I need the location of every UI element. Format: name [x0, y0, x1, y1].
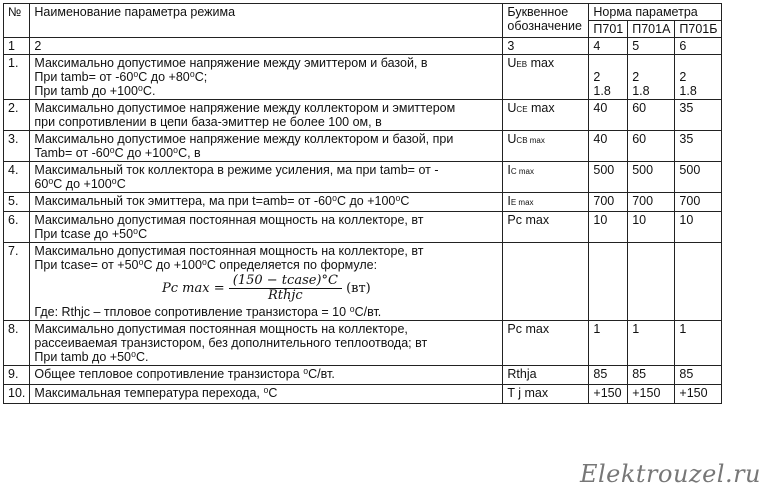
index-cell: 5 — [628, 38, 675, 55]
parameter-line: При tamb до +50⁰С. — [34, 350, 149, 364]
site-watermark: Elektrouzel.ru — [579, 460, 761, 488]
symbol-tail: max — [527, 101, 555, 115]
parameter-line: при сопротивлении в цепи база-эмиттер не более 100 ом, в — [34, 115, 382, 129]
row-value: 700 — [628, 193, 675, 212]
row-value: +150 — [628, 385, 675, 404]
row-parameter-name — [30, 321, 503, 366]
row-value: 10 — [589, 212, 628, 243]
row-parameter-name — [30, 162, 503, 193]
row-value: 700 — [675, 193, 722, 212]
row-symbol — [503, 385, 589, 404]
symbol-subscript: EB — [516, 60, 528, 69]
parameter-line: Максимально допустимое напряжение между коллектором и базой, при — [34, 132, 454, 146]
row-number: 10. — [4, 385, 30, 404]
row-number: 4. — [4, 162, 30, 193]
parameter-line: Общее тепловое сопротивление транзистора ⁰С/вт. — [34, 367, 335, 381]
symbol-main: U — [507, 132, 517, 146]
table-row — [4, 385, 722, 404]
symbol-main: U — [507, 101, 517, 115]
index-cell: 3 — [503, 38, 589, 55]
row-symbol — [503, 100, 589, 131]
row-value: 85 — [628, 366, 675, 385]
row-parameter-name — [30, 243, 503, 321]
symbol-tail: max — [527, 56, 555, 70]
row-value: 2 1.8 — [589, 55, 628, 100]
parameter-line: Максимальная температура перехода, ⁰С — [34, 386, 278, 400]
header-symbol — [503, 4, 589, 38]
header-type-p701: П701 — [589, 21, 628, 38]
row-value: 500 — [628, 162, 675, 193]
parameter-line: При tcase до +50⁰С — [34, 227, 148, 241]
index-cell: 6 — [675, 38, 722, 55]
row-value: 35 — [675, 131, 722, 162]
table-row — [4, 131, 722, 162]
row-value: 1 — [675, 321, 722, 366]
row-value: 40 — [589, 131, 628, 162]
symbol-main: U — [507, 56, 517, 70]
parameter-line: Максимальный ток коллектора в режиме усиления, ма при tamb= от - — [34, 163, 439, 177]
formula-unit: (вт) — [346, 281, 371, 296]
table-row — [4, 193, 722, 212]
formula-fraction — [229, 274, 342, 303]
header-norm: Норма параметра — [589, 4, 722, 21]
table-row — [4, 212, 722, 243]
parameter-line: Максимально допустимая постоянная мощность на коллекторе, вт — [34, 213, 424, 227]
table-row — [4, 55, 722, 100]
header-num: № — [4, 4, 30, 38]
row-parameter-name — [30, 385, 503, 404]
symbol-subscript: C max — [510, 167, 534, 176]
row-value — [589, 243, 628, 321]
index-cell: 4 — [589, 38, 628, 55]
header-symbol-line1: Буквенное — [507, 5, 569, 19]
parameter-line: Максимально допустимое напряжение между коллектором и эмиттером — [34, 101, 456, 115]
row-value: 35 — [675, 100, 722, 131]
row-symbol — [503, 55, 589, 100]
formula-denominator: Rthjc — [268, 288, 303, 303]
row-value — [675, 243, 722, 321]
row-parameter-name — [30, 193, 503, 212]
row-symbol — [503, 243, 589, 321]
table-row — [4, 243, 722, 321]
row-number: 6. — [4, 212, 30, 243]
symbol-main: Rthja — [507, 367, 537, 381]
symbol-subscript: CE — [516, 105, 528, 114]
row-number: 3. — [4, 131, 30, 162]
row-symbol — [503, 193, 589, 212]
parameter-line: При tcase= от +50⁰С до +100⁰С определяется по формуле: — [34, 258, 378, 272]
symbol-main: I — [507, 194, 511, 208]
parameter-table — [3, 3, 722, 404]
power-formula — [34, 274, 498, 303]
row-number: 2. — [4, 100, 30, 131]
row-number: 8. — [4, 321, 30, 366]
row-value: +150 — [589, 385, 628, 404]
row-symbol — [503, 131, 589, 162]
parameter-line: Tamb= от -60⁰С до +100⁰С, в — [34, 146, 201, 160]
row-value: 60 — [628, 100, 675, 131]
row-parameter-name — [30, 55, 503, 100]
header-type-p701b: П701Б — [675, 21, 722, 38]
row-parameter-name — [30, 100, 503, 131]
index-cell: 1 — [4, 38, 30, 55]
formula-lhs: Pc max = — [162, 281, 225, 296]
row-value: 2 1.8 — [628, 55, 675, 100]
row-value: +150 — [675, 385, 722, 404]
parameter-line: Максимально допустимая постоянная мощность на коллекторе, вт — [34, 244, 424, 258]
symbol-main: T j max — [507, 386, 549, 400]
row-symbol — [503, 321, 589, 366]
header-type-p701a: П701А — [628, 21, 675, 38]
row-symbol — [503, 212, 589, 243]
row-parameter-name — [30, 366, 503, 385]
row-value: 1 — [589, 321, 628, 366]
parameter-line: рассеиваемая транзистором, без дополнительного теплоотвода; вт — [34, 336, 428, 350]
parameter-line: Максимальный ток эмиттера, ма при t=amb= от -60⁰С до +100⁰С — [34, 194, 410, 208]
row-value: 85 — [589, 366, 628, 385]
row-number: 1. — [4, 55, 30, 100]
row-value: 500 — [589, 162, 628, 193]
formula-numerator: (150 − tcase)°C — [229, 274, 342, 289]
table-row — [4, 162, 722, 193]
row-value: 10 — [628, 212, 675, 243]
row-symbol — [503, 162, 589, 193]
header-name: Наименование параметра режима — [30, 4, 503, 38]
index-cell: 2 — [30, 38, 503, 55]
row-number: 7. — [4, 243, 30, 321]
row-parameter-name — [30, 131, 503, 162]
symbol-subscript: CB max — [516, 136, 545, 145]
table-row — [4, 100, 722, 131]
header-symbol-line2: обозначение — [507, 19, 582, 33]
table-row — [4, 321, 722, 366]
row-value: 1 — [628, 321, 675, 366]
row-value: 700 — [589, 193, 628, 212]
parameter-line: Максимально допустимая постоянная мощность на коллекторе, — [34, 322, 408, 336]
row-value: 2 1.8 — [675, 55, 722, 100]
row-value — [628, 243, 675, 321]
index-row — [4, 38, 722, 55]
header-row — [4, 4, 722, 21]
row-number: 9. — [4, 366, 30, 385]
row-value: 60 — [628, 131, 675, 162]
parameter-line: Максимально допустимое напряжение между эмиттером и базой, в — [34, 56, 428, 70]
symbol-subscript: E max — [510, 198, 534, 207]
parameter-line: При tamb до +100⁰С. — [34, 84, 156, 98]
symbol-main: Pc max — [507, 213, 550, 227]
row-number: 5. — [4, 193, 30, 212]
parameter-line: 60⁰С до +100⁰С — [34, 177, 126, 191]
row-symbol — [503, 366, 589, 385]
row-value: 85 — [675, 366, 722, 385]
table-row — [4, 366, 722, 385]
row-value: 10 — [675, 212, 722, 243]
symbol-main: I — [507, 163, 511, 177]
row-parameter-name — [30, 212, 503, 243]
symbol-main: Pc max — [507, 322, 550, 336]
row-value: 40 — [589, 100, 628, 131]
row-value: 500 — [675, 162, 722, 193]
parameter-line: При tamb= от -60⁰С до +80⁰С; — [34, 70, 208, 84]
formula-note: Где: Rthjc – тпловое сопротивление транзистора = 10 ⁰С/вт. — [34, 305, 382, 319]
